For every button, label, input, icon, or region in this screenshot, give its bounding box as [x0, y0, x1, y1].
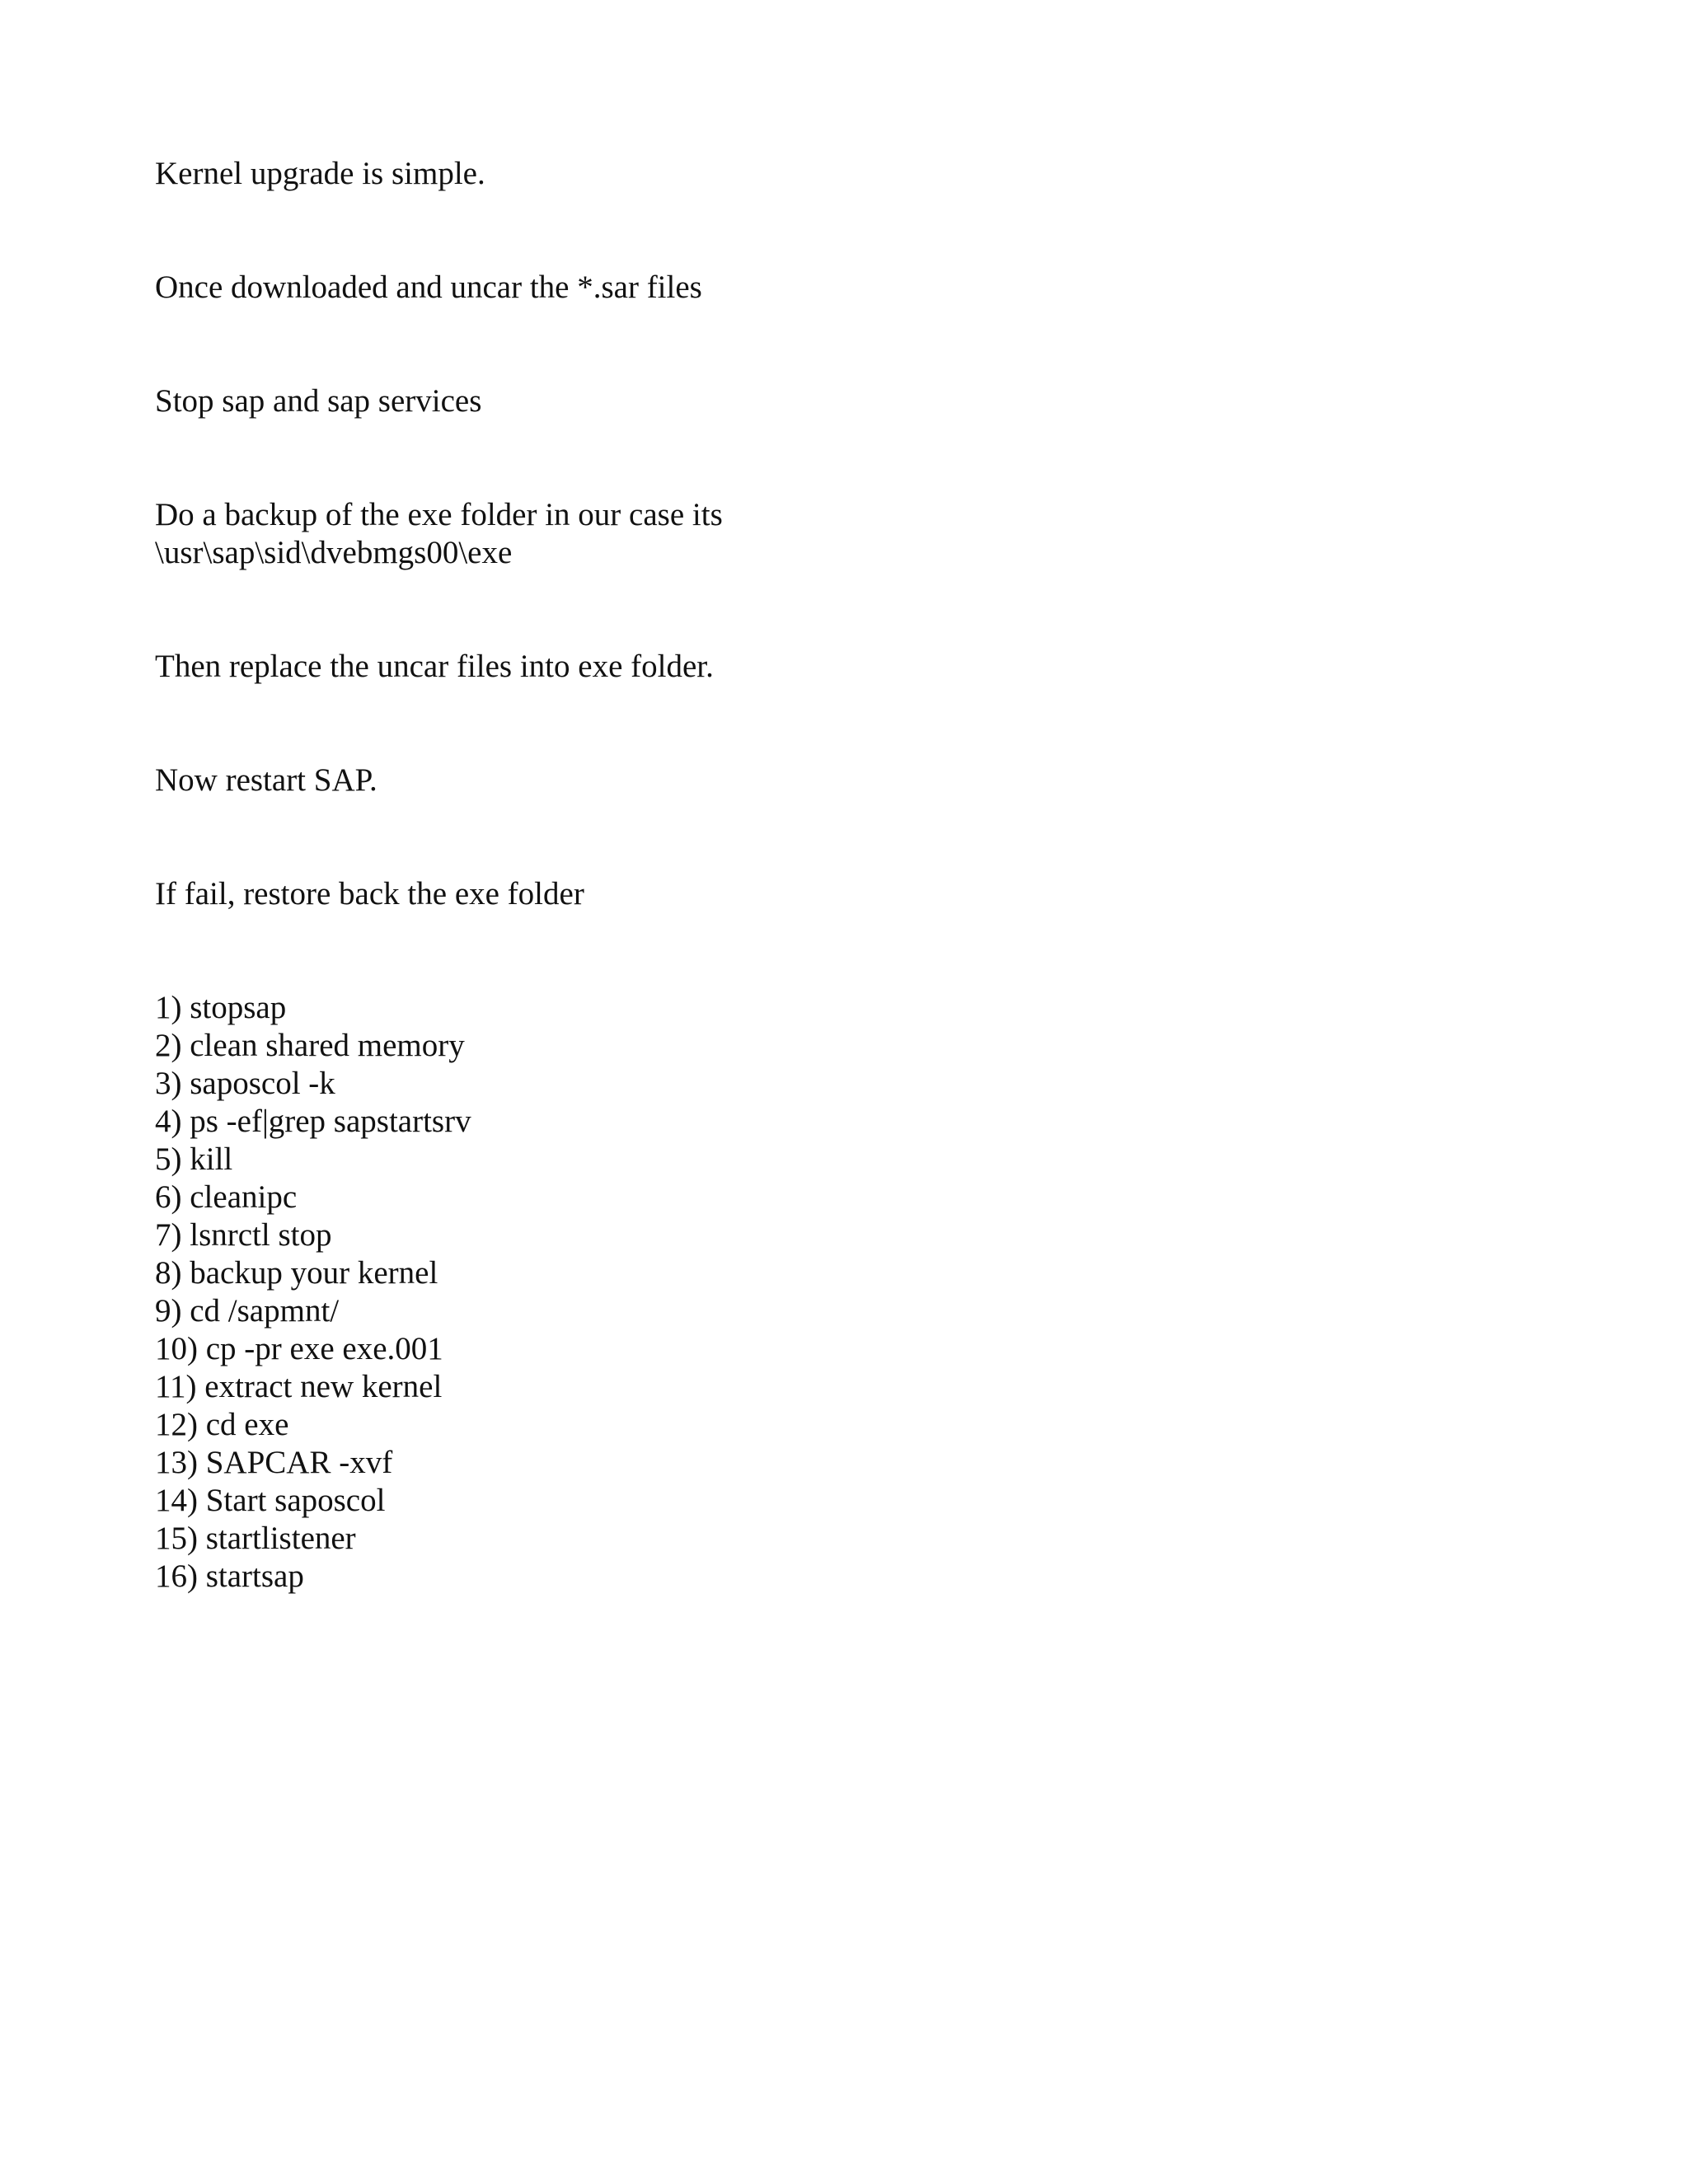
paragraph-restore: If fail, restore back the exe folder	[155, 876, 584, 912]
list-item: 10) cp -pr exe exe.001	[155, 1331, 443, 1366]
list-item: 5) kill	[155, 1141, 233, 1177]
list-item: 4) ps -ef|grep sapstartsrv	[155, 1104, 471, 1139]
list-item: 6) cleanipc	[155, 1179, 298, 1215]
list-item: 7) lsnrctl stop	[155, 1217, 332, 1253]
paragraph-intro: Kernel upgrade is simple.	[155, 156, 485, 191]
paragraph-replace: Then replace the uncar files into exe folder.	[155, 649, 714, 684]
list-item: 8) backup your kernel	[155, 1255, 438, 1291]
list-item: 13) SAPCAR -xvf	[155, 1445, 393, 1480]
list-item: 1) stopsap	[155, 990, 287, 1025]
list-item: 2) clean shared memory	[155, 1028, 465, 1063]
list-item: 14) Start saposcol	[155, 1483, 386, 1518]
list-item: 3) saposcol -k	[155, 1066, 335, 1101]
list-item: 11) extract new kernel	[155, 1369, 443, 1404]
list-item: 9) cd /sapmnt/	[155, 1293, 340, 1329]
list-item: 16) startsap	[155, 1558, 304, 1594]
paragraph-download: Once downloaded and uncar the *.sar files	[155, 269, 702, 305]
paragraph-stop: Stop sap and sap services	[155, 383, 482, 419]
list-item: 12) cd exe	[155, 1407, 289, 1442]
list-item: 15) startlistener	[155, 1521, 356, 1556]
paragraph-backup: Do a backup of the exe folder in our case its \usr\sap\sid\dvebmgs00\exe	[155, 497, 723, 570]
paragraph-restart: Now restart SAP.	[155, 762, 377, 798]
steps-list	[155, 989, 471, 1596]
